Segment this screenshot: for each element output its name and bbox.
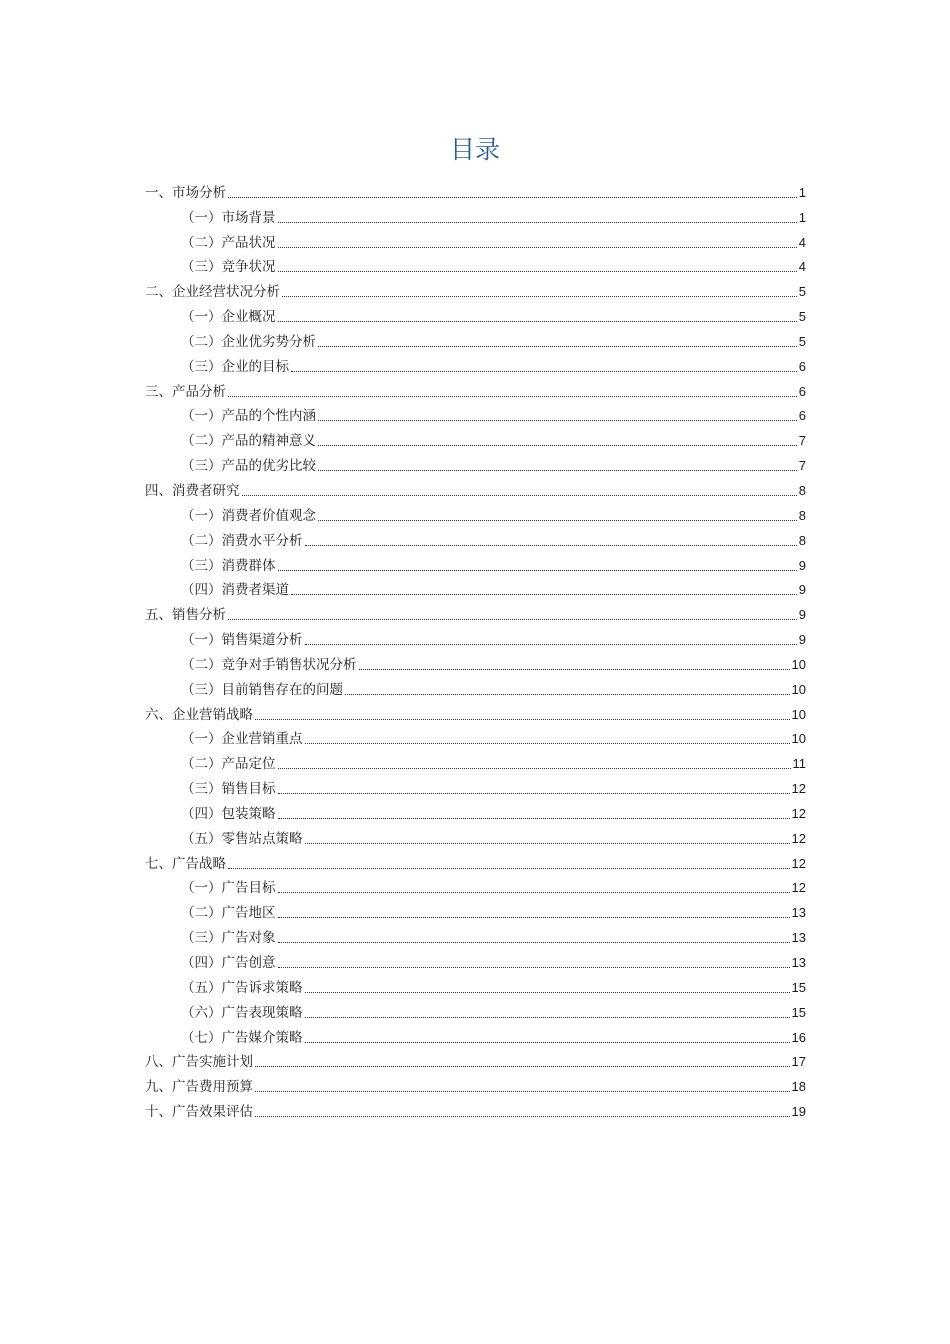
toc-entry-page-number: 12 — [791, 855, 806, 871]
toc-entry-section[interactable] — [145, 202, 806, 227]
toc-entry-label: （三）企业的目标 — [181, 358, 289, 375]
toc-entry-section[interactable] — [145, 326, 806, 351]
toc-dot-leader — [278, 570, 797, 571]
toc-entry-page-number: 6 — [798, 383, 806, 399]
toc-dot-leader — [318, 420, 797, 421]
toc-entry-label: 八、广告实施计划 — [145, 1054, 253, 1071]
toc-entry-label: （五）广告诉求策略 — [181, 979, 303, 996]
toc-entry-section[interactable] — [145, 972, 806, 997]
toc-entry-page-number: 4 — [798, 259, 806, 275]
toc-entry-label: （二）广告地区 — [181, 905, 276, 922]
toc-dot-leader — [305, 992, 790, 993]
toc-entry-page-number: 11 — [792, 756, 806, 772]
toc-entry-page-number: 1 — [798, 209, 806, 225]
toc-entry-page-number: 9 — [798, 582, 806, 598]
toc-entry-label: （二）产品定位 — [181, 756, 276, 773]
toc-entry-page-number: 5 — [798, 333, 806, 349]
toc-entry-section[interactable] — [145, 897, 806, 922]
toc-entry-label: （四）包装策略 — [181, 805, 276, 822]
toc-entry-page-number: 19 — [791, 1104, 806, 1120]
toc-entry-page-number: 13 — [791, 930, 806, 946]
toc-dot-leader — [242, 495, 797, 496]
toc-entry-label: （一）企业营销重点 — [181, 731, 303, 748]
toc-entry-chapter[interactable] — [145, 848, 806, 873]
toc-entry-section[interactable] — [145, 922, 806, 947]
toc-entry-label: 九、广告费用预算 — [145, 1079, 253, 1096]
toc-dot-leader — [359, 669, 790, 670]
toc-dot-leader — [255, 719, 790, 720]
toc-entry-page-number: 18 — [791, 1079, 806, 1095]
toc-entry-chapter[interactable] — [145, 475, 806, 500]
toc-dot-leader — [291, 594, 797, 595]
toc-entry-page-number: 17 — [791, 1054, 806, 1070]
toc-entry-section[interactable] — [145, 525, 806, 550]
toc-dot-leader — [318, 346, 797, 347]
toc-entry-section[interactable] — [145, 301, 806, 326]
toc-dot-leader — [255, 1091, 790, 1092]
toc-dot-leader — [305, 1042, 790, 1043]
toc-dot-leader — [318, 445, 797, 446]
toc-entry-page-number: 6 — [798, 408, 806, 424]
toc-entry-page-number: 5 — [798, 284, 806, 300]
toc-dot-leader — [278, 271, 797, 272]
toc-entry-label: （一）市场背景 — [181, 209, 276, 226]
toc-entry-page-number: 13 — [791, 955, 806, 970]
toc-entry-section[interactable] — [145, 773, 806, 798]
toc-entry-page-number: 10 — [791, 656, 806, 672]
toc-dot-leader — [305, 1017, 790, 1018]
toc-entry-label: （四）广告创意 — [181, 955, 276, 971]
toc-entry-label: （三）产品的优劣比较 — [181, 458, 316, 475]
toc-entry-label: （三）目前销售存在的问题 — [181, 681, 343, 698]
toc-dot-leader — [318, 470, 797, 471]
toc-entry-label: （三）销售目标 — [181, 781, 276, 798]
toc-entry-section[interactable] — [145, 1022, 806, 1047]
toc-entry-section[interactable] — [145, 227, 806, 252]
toc-entry-label: （二）产品状况 — [181, 234, 276, 251]
toc-entry-page-number: 15 — [791, 979, 806, 995]
toc-entry-page-number: 10 — [791, 681, 806, 697]
toc-entry-section[interactable] — [145, 724, 806, 749]
toc-entry-section[interactable] — [145, 649, 806, 674]
toc-dot-leader — [278, 892, 790, 893]
toc-dot-leader — [278, 942, 790, 943]
toc-entry-page-number: 12 — [791, 805, 806, 821]
toc-entry-section[interactable] — [145, 401, 806, 426]
toc-entry-label: （一）企业概况 — [181, 309, 276, 326]
toc-dot-leader — [282, 296, 797, 297]
toc-entry-page-number: 12 — [791, 830, 806, 846]
toc-entry-page-number: 13 — [791, 905, 806, 921]
toc-entry-page-number: 4 — [798, 234, 806, 250]
toc-entry-page-number: 6 — [798, 358, 806, 374]
toc-entry-chapter[interactable] — [145, 177, 806, 202]
toc-entry-page-number: 9 — [798, 557, 806, 573]
toc-entry-section[interactable] — [145, 425, 806, 450]
toc-entry-section[interactable] — [145, 674, 806, 699]
toc-entry-label: （六）广告表现策略 — [181, 1004, 303, 1021]
toc-entry-label: （二）竞争对手销售状况分析 — [181, 656, 357, 673]
toc-dot-leader — [345, 694, 790, 695]
toc-entry-section[interactable] — [145, 947, 806, 972]
toc-entry-section[interactable] — [145, 351, 806, 376]
toc-entry-section[interactable] — [145, 550, 806, 575]
toc-entry-page-number: 7 — [798, 433, 806, 449]
toc-entry-label: （七）广告媒介策略 — [181, 1029, 303, 1046]
toc-dot-leader — [305, 743, 790, 744]
toc-dot-leader — [305, 545, 797, 546]
toc-entry-page-number: 9 — [798, 607, 806, 623]
toc-dot-leader — [318, 520, 797, 521]
toc-list — [145, 177, 806, 1121]
toc-entry-label: （一）产品的个性内涵 — [181, 408, 316, 425]
toc-entry-label: （三）消费群体 — [181, 557, 276, 574]
toc-entry-page-number: 12 — [791, 781, 806, 797]
toc-entry-label: （三）竞争状况 — [181, 259, 276, 276]
toc-entry-label: （一）广告目标 — [181, 880, 276, 897]
toc-dot-leader — [278, 917, 790, 918]
toc-dot-leader — [291, 371, 797, 372]
toc-entry-label: （二）产品的精神意义 — [181, 433, 316, 450]
toc-entry-page-number: 12 — [791, 880, 806, 896]
toc-entry-section[interactable] — [145, 997, 806, 1022]
toc-entry-chapter[interactable] — [145, 1071, 806, 1096]
toc-dot-leader — [278, 321, 797, 322]
toc-entry-label: （五）零售站点策略 — [181, 830, 303, 847]
toc-entry-label: 十、广告效果评估 — [145, 1104, 253, 1121]
toc-entry-label: 四、消费者研究 — [145, 482, 240, 499]
toc-entry-section[interactable] — [145, 624, 806, 649]
toc-entry-section[interactable] — [145, 252, 806, 277]
toc-dot-leader — [305, 644, 797, 645]
toc-dot-leader — [305, 843, 790, 844]
toc-entry-section[interactable] — [145, 823, 806, 848]
toc-dot-leader — [228, 197, 797, 198]
toc-entry-label: （二）企业优劣势分析 — [181, 333, 316, 350]
toc-entry-page-number: 8 — [798, 482, 806, 498]
toc-entry-label: （二）消费水平分析 — [181, 532, 303, 549]
toc-dot-leader — [278, 768, 791, 769]
toc-entry-chapter[interactable] — [145, 276, 806, 301]
toc-entry-chapter[interactable] — [145, 599, 806, 624]
toc-dot-leader — [278, 247, 797, 248]
toc-dot-leader — [228, 619, 797, 620]
toc-entry-label: （一）销售渠道分析 — [181, 632, 303, 649]
toc-entry-label: 三、产品分析 — [145, 383, 226, 400]
toc-entry-chapter[interactable] — [145, 1096, 806, 1121]
toc-dot-leader — [255, 1066, 790, 1067]
toc-dot-leader — [255, 1116, 790, 1117]
toc-dot-leader — [228, 868, 790, 869]
toc-entry-label: 二、企业经营状况分析 — [145, 284, 280, 301]
toc-entry-section[interactable] — [145, 450, 806, 475]
toc-entry-chapter[interactable] — [145, 699, 806, 724]
toc-entry-label: （三）广告对象 — [181, 930, 276, 947]
toc-entry-chapter[interactable] — [145, 1047, 806, 1072]
toc-entry-page-number: 15 — [791, 1004, 806, 1020]
toc-dot-leader — [278, 818, 790, 819]
toc-entry-page-number: 8 — [798, 532, 806, 548]
toc-entry-label: 七、广告战略 — [145, 855, 226, 872]
toc-dot-leader — [278, 967, 790, 968]
toc-entry-section[interactable] — [145, 575, 806, 600]
toc-entry-section[interactable] — [145, 873, 806, 898]
toc-title: 目录 — [449, 135, 500, 164]
toc-dot-leader — [278, 222, 797, 223]
toc-entry-page-number: 10 — [791, 706, 806, 722]
toc-entry-section[interactable] — [145, 748, 806, 773]
toc-entry-page-number: 9 — [798, 632, 806, 648]
toc-entry-label: 五、销售分析 — [145, 607, 226, 624]
toc-entry-page-number: 1 — [798, 184, 806, 200]
toc-entry-label: 一、市场分析 — [145, 184, 226, 201]
toc-entry-page-number: 8 — [798, 507, 806, 523]
toc-entry-section[interactable] — [145, 500, 806, 525]
toc-entry-page-number: 16 — [791, 1029, 806, 1045]
toc-entry-section[interactable] — [145, 798, 806, 823]
toc-entry-label: （一）消费者价值观念 — [181, 507, 316, 524]
toc-dot-leader — [228, 396, 797, 397]
toc-dot-leader — [278, 793, 790, 794]
toc-entry-chapter[interactable] — [145, 376, 806, 401]
toc-entry-label: （四）消费者渠道 — [181, 582, 289, 599]
toc-entry-page-number: 5 — [798, 309, 806, 325]
toc-entry-page-number: 7 — [798, 458, 806, 474]
toc-entry-page-number: 10 — [791, 731, 806, 747]
toc-entry-label: 六、企业营销战略 — [145, 706, 253, 723]
